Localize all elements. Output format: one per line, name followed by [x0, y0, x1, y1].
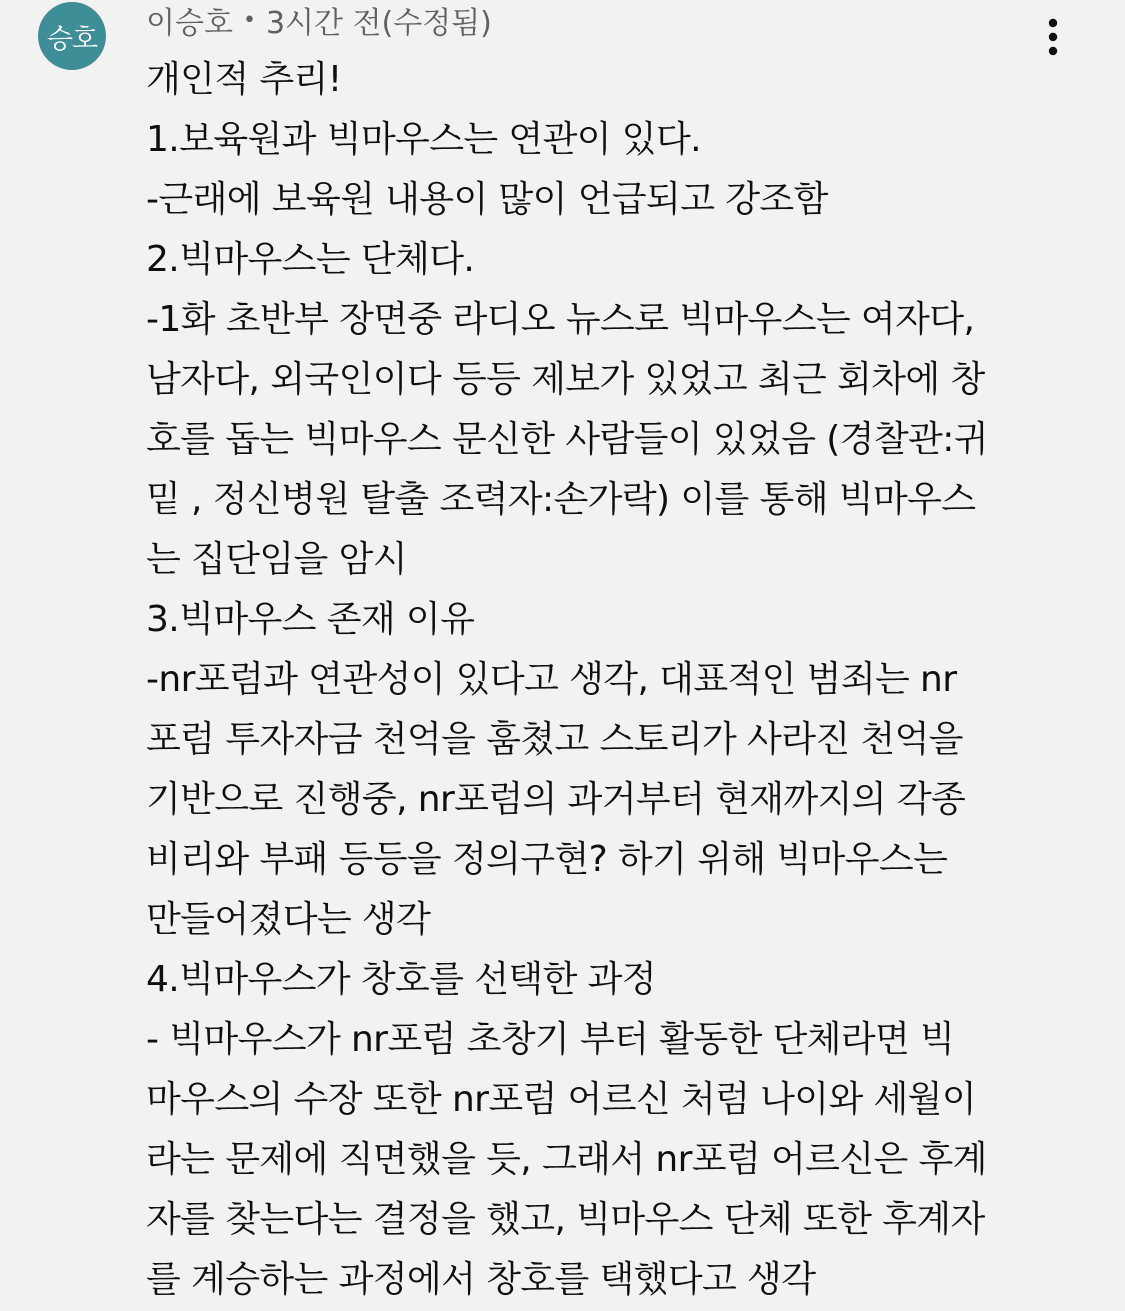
comment-line: 밑 , 정신병원 탈출 조력자:손가락) 이를 통해 빅마우스	[146, 479, 976, 520]
comment-line: 호를 돕는 빅마우스 문신한 사람들이 있었음 (경찰관:귀	[146, 419, 988, 460]
meta-separator: •	[242, 7, 256, 33]
comment-line: 4.빅마우스가 창호를 선택한 과정	[146, 959, 656, 1000]
comment-line: -근래에 보육원 내용이 많이 언급되고 강조함	[146, 179, 828, 220]
comment-timestamp: 3시간 전(수정됨)	[265, 6, 492, 41]
comment-line: - 빅마우스가 nr포럼 초창기 부터 활동한 단체라면 빅	[146, 1019, 955, 1060]
comment-line: -1화 초반부 장면중 라디오 뉴스로 빅마우스는 여자다,	[146, 299, 975, 340]
comment-line: 자를 찾는다는 결정을 했고, 빅마우스 단체 또한 후계자	[146, 1199, 985, 1240]
comment-line: 마우스의 수장 또한 nr포럼 어르신 처럼 나이와 세월이	[146, 1079, 977, 1120]
comment-line: 기반으로 진행중, nr포럼의 과거부터 현재까지의 각종	[146, 779, 966, 820]
avatar[interactable]: 승호	[38, 2, 106, 70]
comment-line: 2.빅마우스는 단체다.	[146, 239, 475, 280]
comment-meta	[146, 0, 492, 40]
comment-line: 3.빅마우스 존재 이유	[146, 599, 475, 640]
comment-line: 남자다, 외국인이다 등등 제보가 있었고 최근 회차에 창	[146, 359, 985, 400]
comment-line: 비리와 부패 등등을 정의구현? 하기 위해 빅마우스는	[146, 839, 948, 880]
comment-line: -nr포럼과 연관성이 있다고 생각, 대표적인 범죄는 nr	[146, 659, 957, 700]
author-name[interactable]: 이승호	[146, 6, 233, 41]
comment-line: 1.보육원과 빅마우스는 연관이 있다.	[146, 119, 701, 160]
comment-line: 는 집단임을 암시	[146, 539, 407, 580]
comment-line: 를 계승하는 과정에서 창호를 택했다고 생각	[146, 1259, 816, 1300]
comment-line: 만들어졌다는 생각	[146, 899, 431, 940]
comment-line: 개인적 추리!	[146, 59, 342, 100]
more-vertical-icon	[1047, 17, 1059, 57]
comment-body	[146, 50, 1046, 1310]
comment-line: 포럼 투자자금 천억을 훔쳤고 스토리가 사라진 천억을	[146, 719, 963, 760]
comment-line: 라는 문제에 직면했을 듯, 그래서 nr포럼 어르신은 후계	[146, 1139, 987, 1180]
